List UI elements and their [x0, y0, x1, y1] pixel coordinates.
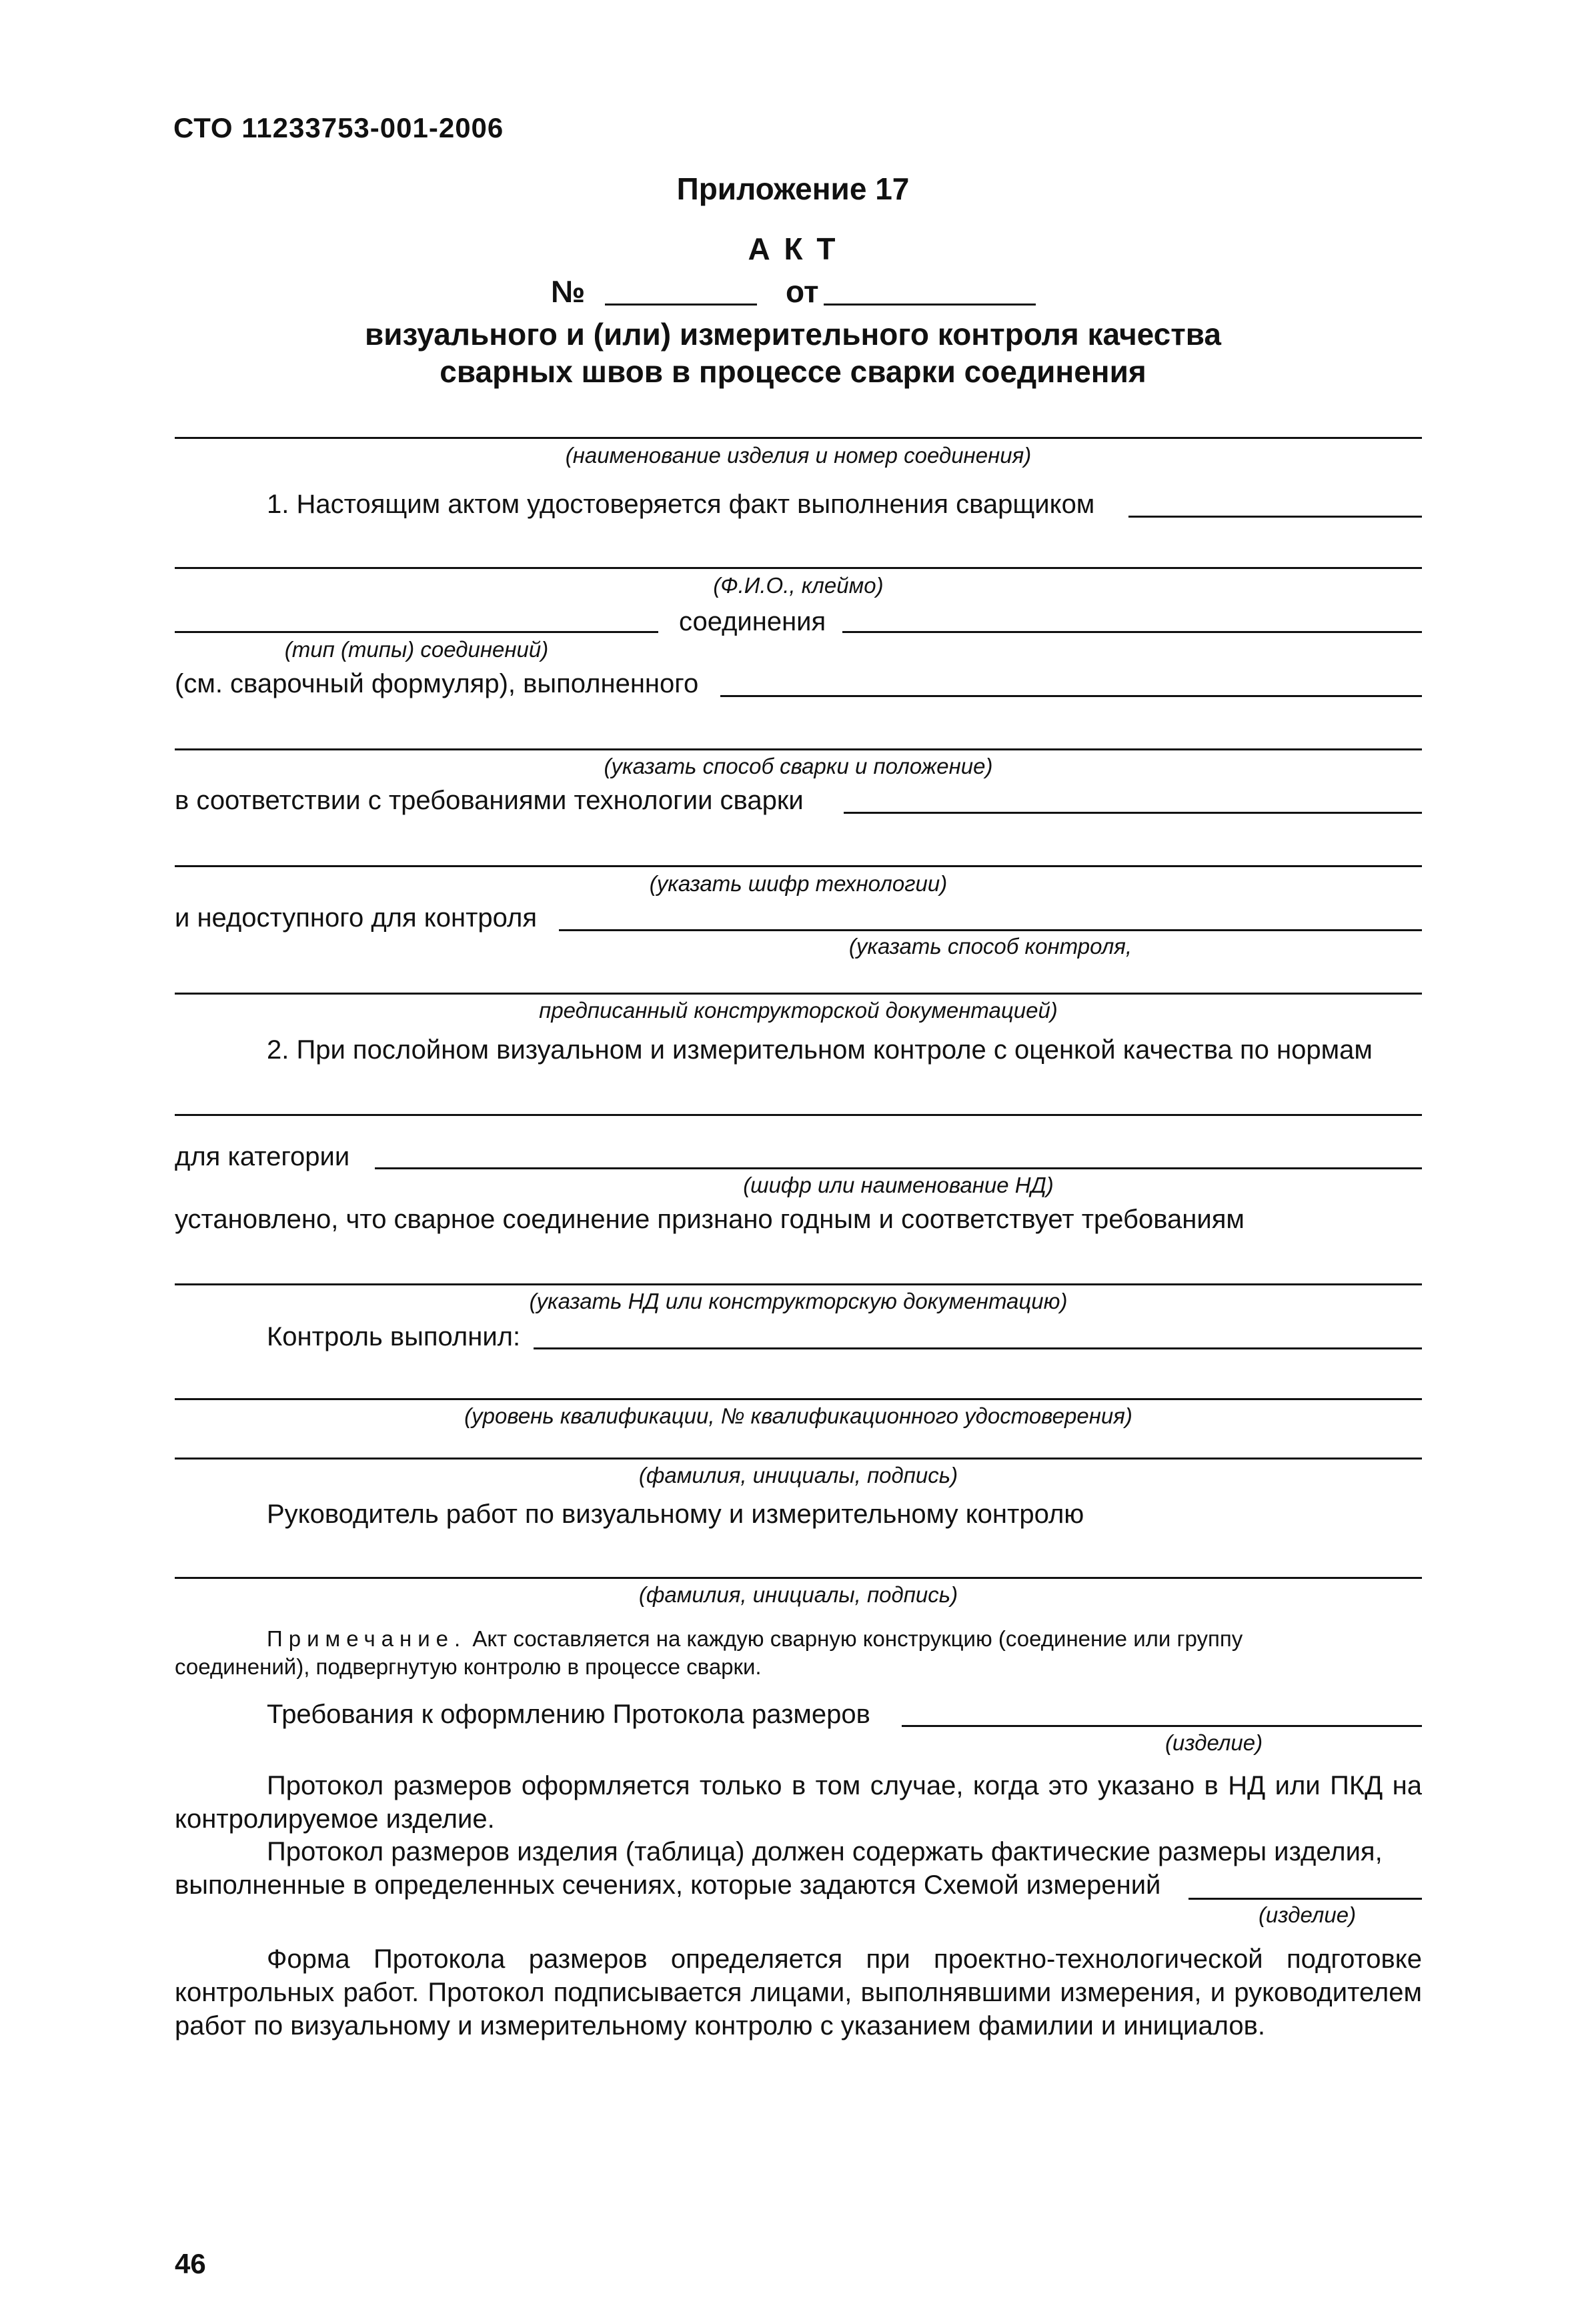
requirements-paragraph-2-line-1: Протокол размеров изделия (таблица) должен содержать фактические размеры изделия,	[267, 1837, 1383, 1866]
caption-fio: (Ф.И.О., клеймо)	[713, 573, 884, 598]
category-label: для категории	[175, 1142, 350, 1171]
number-label: №	[551, 274, 586, 309]
requirements-field-line[interactable]	[175, 1283, 1422, 1285]
caption-nd: (шифр или наименование НД)	[743, 1173, 1054, 1197]
product-field-line[interactable]	[175, 437, 1422, 439]
signature-field-line-2[interactable]	[175, 1577, 1422, 1579]
product-requirement-field-line[interactable]	[902, 1725, 1422, 1727]
tech-requirements-label: в соответствии с требованиями технологии сварки	[175, 786, 804, 815]
cipher-field-line[interactable]	[175, 865, 1422, 867]
paragraph-1-text: 1. Настоящим актом удостоверяется факт выполнения сварщиком	[267, 490, 1095, 519]
act-title-line2: сварных швов в процессе сварки соединения	[440, 354, 1146, 389]
welder-field-line-2[interactable]	[175, 567, 1422, 569]
performed-field-line[interactable]	[720, 695, 1422, 697]
caption-nd-doc: (указать НД или конструкторскую документацию)	[529, 1289, 1068, 1313]
inaccessible-label: и недоступного для контроля	[175, 903, 538, 933]
caption-signature-2: (фамилия, инициалы, подпись)	[638, 1582, 958, 1607]
note-label: Примечание.	[267, 1626, 467, 1651]
document-code: СТО 11233753-001-2006	[173, 112, 504, 143]
inaccessible-field-line[interactable]	[559, 929, 1422, 931]
connections-label: соединения	[679, 607, 826, 636]
date-field-line[interactable]	[824, 304, 1036, 306]
note-line-2: соединений), подвергнутую контролю в процессе сварки.	[175, 1654, 762, 1679]
requirements-title: Требования к оформлению Протокола размеров	[267, 1700, 870, 1729]
tech-field-line[interactable]	[844, 812, 1422, 814]
caption-cipher: (указать шифр технологии)	[649, 871, 948, 896]
paragraph-2-text: 2. При послойном визуальном и измерительном контроле с оценкой качества по нормам	[267, 1035, 1373, 1065]
caption-type: (тип (типы) соединений)	[284, 637, 549, 662]
control-field-line[interactable]	[175, 993, 1422, 995]
caption-product-1: (изделие)	[1164, 1730, 1263, 1755]
note-line-1: Примечание. Акт составляется на каждую сварную конструкцию (соединение или группу	[267, 1626, 1243, 1651]
page-number: 46	[175, 2248, 206, 2279]
caption-product-2: (изделие)	[1258, 1902, 1357, 1927]
formular-label: (см. сварочный формуляр), выполненного	[175, 669, 699, 698]
signature-field-line-1[interactable]	[175, 1458, 1422, 1460]
caption-product: (наименование изделия и номер соединения)	[565, 443, 1032, 468]
from-label: от	[786, 274, 819, 309]
requirements-paragraph-2-line-2: выполненные в определенных сечениях, которые задаются Схемой измерений	[175, 1870, 1161, 1900]
akt-title: А К Т	[748, 231, 838, 266]
welder-field-line[interactable]	[1128, 516, 1422, 518]
caption-qualification: (уровень квалификации, № квалификационного удостоверения)	[464, 1403, 1132, 1428]
requirements-paragraph-1: Протокол размеров оформляется только в том случае, когда это указано в НД или ПКД на контролируемое изделие.	[175, 1771, 1422, 1834]
act-title-line1: визуального и (или) измерительного контроля качества	[364, 317, 1222, 352]
number-field-line[interactable]	[605, 304, 757, 306]
measurement-scheme-field-line[interactable]	[1188, 1898, 1422, 1900]
connection-type-field-line[interactable]	[175, 631, 658, 633]
requirements-paragraph-3: Форма Протокола размеров определяется при проектно-технологической подготовке контрольных работ. Протокол подписывается лицами, выполнявшими измерения, и руководителем работ по визуальному и измерительному контролю с указанием фамилии и инициалов.	[175, 1944, 1422, 2041]
appendix-title: Приложение 17	[676, 171, 910, 206]
caption-control-1: (указать способ контроля,	[848, 934, 1132, 959]
caption-signature-1: (фамилия, инициалы, подпись)	[638, 1463, 958, 1488]
norms-field-line[interactable]	[175, 1114, 1422, 1116]
performed-by-label: Контроль выполнил:	[267, 1322, 521, 1351]
caption-method: (указать способ сварки и положение)	[604, 754, 993, 778]
qualification-field-line[interactable]	[175, 1398, 1422, 1400]
method-field-line[interactable]	[175, 748, 1422, 750]
caption-control-2: предписанный конструкторской документацией)	[539, 998, 1058, 1023]
connections-field-line[interactable]	[842, 631, 1422, 633]
category-field-line[interactable]	[375, 1167, 1422, 1169]
performed-by-field-line[interactable]	[534, 1347, 1422, 1349]
supervisor-label: Руководитель работ по визуальному и измерительному контролю	[267, 1500, 1084, 1529]
established-text: установлено, что сварное соединение признано годным и соответствует требованиям	[175, 1205, 1245, 1234]
